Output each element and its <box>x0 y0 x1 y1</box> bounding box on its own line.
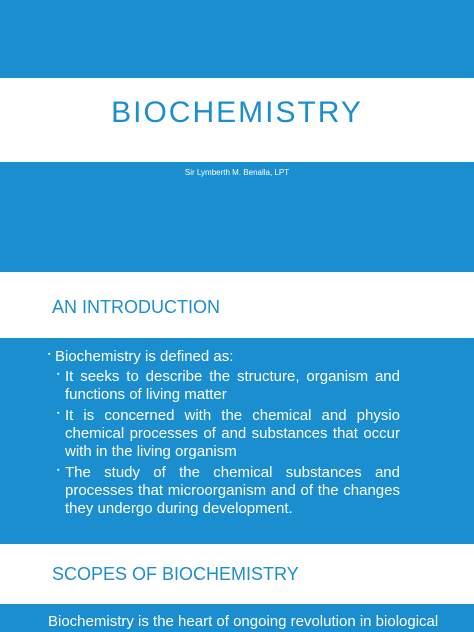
sub-bullet-text: The study of the chemical substances and processes that microorganism and of the changes they undergo during development. <box>65 464 400 517</box>
sub-bullet-text: It seeks to describe the structure, organism and functions of living matter <box>65 368 400 403</box>
sub-bullet-item <box>57 407 400 461</box>
author-subtitle: Sir Lymberth M. Benalla, LPT <box>184 168 290 177</box>
bullet-icon: ▪ <box>57 467 60 474</box>
slide-title: BIOCHEMISTRY <box>111 96 363 129</box>
section-title-scopes: SCOPES OF BIOCHEMISTRY <box>52 564 299 584</box>
section-title-introduction: AN INTRODUCTION <box>52 297 220 317</box>
introduction-content <box>48 348 400 521</box>
sub-bullet-item <box>57 368 400 404</box>
bullet-icon: ▪ <box>48 351 51 358</box>
bullet-text: Biochemistry is defined as: <box>55 348 234 365</box>
sub-bullet-item <box>57 464 400 518</box>
bullet-icon: ▪ <box>57 410 60 417</box>
sub-bullet-list <box>57 368 400 518</box>
scopes-body-text: Biochemistry is the heart of ongoing revolution in biological <box>48 613 439 630</box>
sub-bullet-text: It is concerned with the chemical and physio chemical processes of and substances that occur with in the living organism <box>65 407 400 460</box>
bullet-item <box>48 348 400 366</box>
bullet-icon: ▪ <box>57 371 60 378</box>
